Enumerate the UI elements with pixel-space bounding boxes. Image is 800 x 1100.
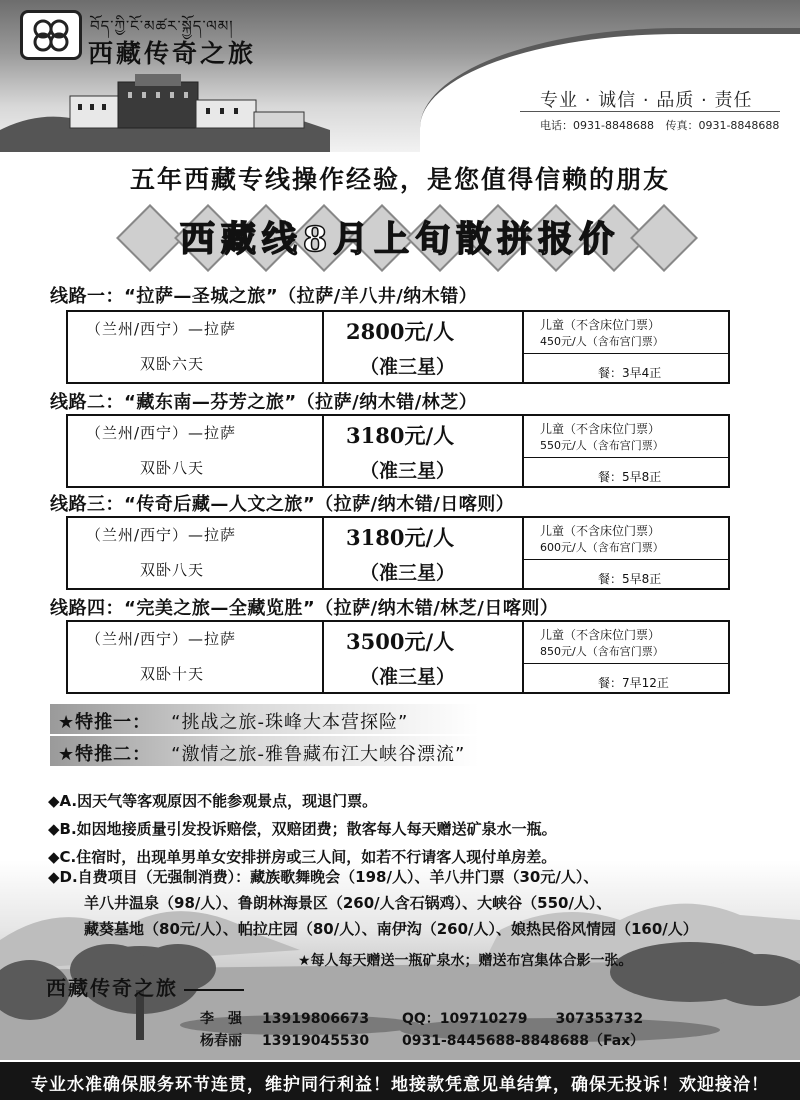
- note-d-line1: ◆D.自费项目（无强制消费）：藏族歌舞晚会（198/人）、羊八井门票（30元/人）、: [48, 868, 599, 886]
- route-2-title: 线路二：“藏东南—芬芳之旅”（拉萨/纳木错/林芝）: [50, 392, 478, 413]
- route-from: （兰州/西宁）—拉萨: [86, 424, 237, 442]
- route-star: （准三星）: [360, 356, 456, 378]
- route-kid: 儿童（不含床位门票）: [540, 422, 661, 436]
- logo-knot-icon: [20, 10, 82, 60]
- note-d-line3: 藏葵墓地（80元/人）、帕拉庄园（80/人）、南伊沟（260/人）、娘热民俗风情园（160/人）: [84, 920, 698, 938]
- headline: 五年西藏专线操作经验，是您值得信赖的朋友: [129, 165, 670, 194]
- route-price: 2800元/人: [346, 319, 455, 344]
- route-2-box: [66, 414, 730, 488]
- special-text: “激情之旅-雅鲁藏布江大峡谷漂流”: [171, 744, 466, 765]
- special-offer-2: [50, 736, 710, 766]
- contact-row-2: [200, 1030, 644, 1050]
- contact-row-1: [200, 1008, 643, 1028]
- header-contact: [540, 117, 787, 133]
- contact-phone: 13919806673: [262, 1011, 370, 1027]
- route-kid: 儿童（不含床位门票）: [540, 628, 661, 642]
- route-star: （准三星）: [360, 666, 456, 688]
- route-meal: 餐：7早12正: [598, 676, 669, 690]
- route-1-box: [66, 310, 730, 384]
- note-b: ◆B.如因地接质量引发投诉赔偿，双赔团费；散客每人每天赠送矿泉水一瓶。: [48, 820, 557, 838]
- signature-name: 西藏传奇之旅: [46, 976, 178, 1000]
- route-price: 3180元/人: [346, 423, 455, 448]
- route-price: 3500元/人: [346, 629, 455, 654]
- logo-tibetan-text: བོད་ཀྱི་ངོ་མཚར་སྐྱོད་ལམ།: [90, 17, 234, 35]
- route-from: （兰州/西宁）—拉萨: [86, 630, 237, 648]
- promo-gift: ★每人每天赠送一瓶矿泉水；赠送布宫集体合影一张。: [298, 953, 633, 969]
- special-offer-1: [50, 704, 710, 734]
- route-days: 双卧六天: [140, 355, 205, 373]
- header-banner: [0, 0, 800, 152]
- note-c: ◆C.住宿时，出现单男单女安排拼房或三人间，如若不行请客人现付单房差。: [48, 848, 557, 866]
- contact-name: 杨春丽: [200, 1033, 242, 1049]
- header-fax: 传真：0931-8848688: [665, 119, 780, 132]
- banner-title: 西藏线8月上旬散拼报价: [179, 219, 621, 260]
- route-from: （兰州/西宁）—拉萨: [86, 526, 237, 544]
- route-price: 3180元/人: [346, 525, 455, 550]
- route-kid: 儿童（不含床位门票）: [540, 524, 661, 538]
- header-tel: 电话：0931-8848688: [540, 119, 654, 132]
- route-meal: 餐：5早8正: [598, 470, 662, 484]
- route-kid-price: 850元/人（含布宫门票）: [524, 643, 728, 664]
- route-4-title: 线路四：“完美之旅—全藏览胜”（拉萨/纳木错/林芝/日喀则）: [50, 598, 559, 619]
- contact-extra: 0931-8445688-8848688（Fax）: [402, 1033, 645, 1049]
- logo-name: 西藏传奇之旅: [88, 39, 257, 68]
- note-a: ◆A.因天气等客观原因不能参观景点，现退门票。: [48, 792, 378, 810]
- route-meal: 餐：3早4正: [598, 366, 662, 380]
- route-kid-price: 550元/人（含布宫门票）: [524, 437, 728, 458]
- special-label: ★特推二：: [58, 744, 152, 765]
- note-d-line2: 羊八井温泉（98/人）、鲁朗林海景区（260/人含石锅鸡）、大峡谷（550/人）、: [84, 894, 612, 912]
- route-days: 双卧八天: [140, 459, 205, 477]
- footer-banner: 专业水准确保服务环节连贯，维护同行利益！地接款凭意见单结算，确保无投诉！欢迎接洽！: [0, 1062, 800, 1100]
- route-4-box: [66, 620, 730, 694]
- contact-phone: 13919045530: [262, 1033, 370, 1049]
- route-3-box: [66, 516, 730, 590]
- route-1-title: 线路一：“拉萨—圣城之旅”（拉萨/羊八井/纳木错）: [50, 286, 478, 307]
- special-label: ★特推一：: [58, 712, 152, 733]
- special-text: “挑战之旅-珠峰大本营探险”: [171, 712, 409, 733]
- route-star: （准三星）: [360, 460, 456, 482]
- route-from: （兰州/西宁）—拉萨: [86, 320, 237, 338]
- route-3-title: 线路三：“传奇后藏—人文之旅”（拉萨/纳木错/日喀则）: [50, 494, 515, 515]
- potala-palace-image: [0, 60, 330, 152]
- route-kid-price: 450元/人（含布宫门票）: [524, 333, 728, 354]
- route-days: 双卧八天: [140, 561, 205, 579]
- signature: [46, 972, 244, 1001]
- route-kid: 儿童（不含床位门票）: [540, 318, 661, 332]
- contact-extra: QQ：109710279 307353732: [402, 1011, 644, 1027]
- route-days: 双卧十天: [140, 665, 205, 683]
- route-kid-price: 600元/人（含布宫门票）: [524, 539, 728, 560]
- route-meal: 餐：5早8正: [598, 572, 662, 586]
- contact-name: 李 强: [200, 1011, 242, 1027]
- slogan: 专业 · 诚信 · 品质 · 责任: [540, 90, 753, 111]
- route-star: （准三星）: [360, 562, 456, 584]
